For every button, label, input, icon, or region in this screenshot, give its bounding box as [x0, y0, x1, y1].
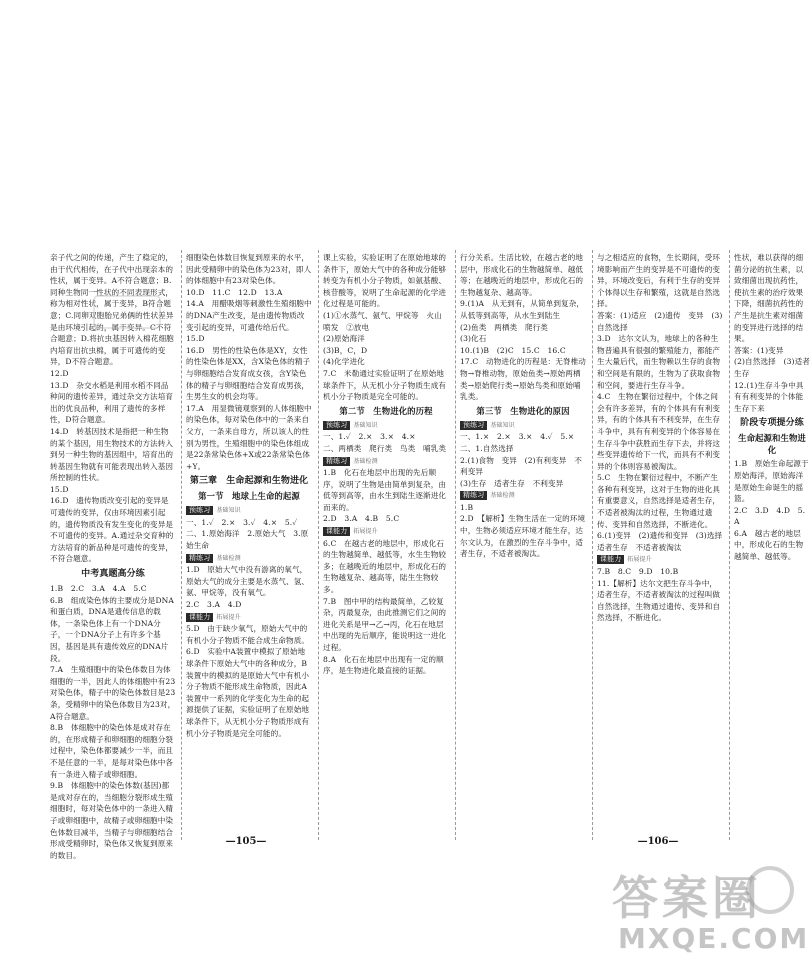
- text-column-5: [597, 252, 730, 830]
- answer-paragraph: 8.A 化石在地层中出现有一定的顺序，是生物进化最直接的证据。: [323, 654, 444, 676]
- answer-paragraph: 行分关系。生活比较，在越古老的地层中，形成化石的生物越简单、越低等；在越晚近的地层中，形成化石的生物越复杂、越高等。: [460, 253, 584, 297]
- tag-note: 基础知识: [216, 507, 241, 515]
- column-divider: [455, 250, 456, 840]
- answer-line: 2.(1)食物 变异 (2)有利变异 不利变异: [460, 455, 582, 477]
- section-tag: 课能力: [323, 527, 350, 536]
- answer-line: 10.(1)B (2)C 15.C 16.C: [460, 345, 566, 355]
- faded-stamp-mark: [92, 292, 162, 332]
- section-tag: 预练习: [460, 421, 487, 430]
- section-tag: 精练习: [186, 554, 213, 563]
- answer-paragraph: 16.D 遗传物质改变引起的变异是可遗传的变异，仅由环境因素引起的，遗传物质没有发生变化的变异是不可遗传的变异。A.通过杂交育种的方法培育的新品种是可遗传的变异，不符合题意。: [50, 496, 174, 564]
- answer-paragraph: 5.D 由于缺少氧气，原始大气中的有机小分子物质不能合成生命物质。: [186, 624, 310, 645]
- answer-paragraph: 6.B 组成染色体的主要成分是DNA和蛋白质，DNA是遗传信息的载体，一条染色体上有一个DNA分子，一个DNA分子上有许多个基因，基因是具有遗传效应的DNA片段。: [50, 595, 174, 663]
- tag-note: 基础检测: [353, 457, 378, 465]
- answer-paragraph: 7.C 米勒通过实验证明了在原始地球条件下，从无机小分子物质生成有机小分子物质是完全可能的。: [323, 368, 447, 402]
- answer-line: 1.B 2.C 3.A 4.A 5.C: [50, 584, 147, 594]
- answer-paragraph: 16.D 男性的性染色体是XY，女性的性染色体是XX，含X染色体的精子与卵细胞结合发育成女孩，含Y染色体的精子与卵细胞结合发育成男孩，生男生女的机会均等。: [186, 345, 311, 402]
- text-column-2: [186, 252, 312, 830]
- answer-line: 7.B 8.C 9.D 10.B: [597, 567, 679, 577]
- section-tag: 课能力: [186, 613, 213, 622]
- answer-paragraph: 14.A 用醋吸烟等刺激性生殖细胞中的DNA产生改变，是由遗传物质改变引起的变异，可遗传给后代。: [186, 299, 312, 332]
- answer-paragraph: 15.D: [50, 484, 69, 494]
- answer-paragraph: 4.C 生物在繁衍过程中，个体之间会有许多差异，有的个体具有有利变异，有的个体具有不利变异，在生存斗争中，具有有利变异的个体容易在生存斗争中获胜而生存下去，并将这些变异遗传给下一代，而具有不利变异的个体则容易被淘汰。: [597, 392, 721, 471]
- answer-paragraph: 与之相适应的食物，生长期间，受环境影响而产生的变异是不可遗传的变异，环境改变后，有利于生存的变异个体得以生存和繁殖，这就是自然选择。: [597, 253, 721, 309]
- answer-paragraph: 1.B 化石在地层中出现的先后顺序，说明了生物是由简单到复杂，由低等到高等，由水生到陆生逐渐进化而来的。: [323, 468, 447, 512]
- answer-paragraph: 13.D 杂交水稻是利用水稻不同品种间的遗传差异，通过杂交方法培育出的优良品种，利用了遗传的多样性，D符合题意。: [50, 380, 174, 425]
- section-tag: 预练习: [323, 421, 350, 430]
- answer-paragraph: 6.A 越古老的地层中，形成化石的生物越简单、越低等。: [734, 528, 804, 562]
- answer-paragraph: 1.B 原始生命起源于原始海洋，原始海洋是原始生命诞生的摇篮。: [734, 459, 809, 504]
- answer-paragraph: 5.C 生物在繁衍过程中，不断产生各种有利变异，这对于生物的进化具有重要意义，自然选择是适者生存，不适者被淘汰的过程，生物通过遗传、变异和自然选择，不断进化。: [597, 473, 721, 529]
- section-tag: 预练习: [186, 506, 213, 515]
- answer-line: 6.(1)变异 (2)遗传和变异 (3)选择 适者生存 不适者被淘汰: [597, 531, 730, 552]
- section-title: 第三节 生物进化的原因: [476, 405, 570, 416]
- section-subtitle: 生命起源和生物进化: [738, 433, 806, 456]
- answer-line: 一、1.× 2.× 3.× 4.✓ 5.×: [460, 432, 575, 442]
- answer-line: 2.C 3.A 4.D: [186, 600, 242, 610]
- answer-paragraph: 17.A 用显微镜观察到的人体细胞中的染色体，每对染色体中的一条来自父方，一条来自母方，所以该人的性别为男性，生殖细胞中的染色体组成是22条常染色体+X或22条常染色体+Y。: [186, 403, 312, 471]
- site-watermark: [602, 856, 808, 958]
- tag-note: 拓展提升: [627, 556, 652, 564]
- text-column-1: [50, 252, 176, 860]
- answer-line: (2)鱼类 两栖类 爬行类: [460, 322, 548, 332]
- tag-note: 基础知识: [353, 421, 378, 429]
- text-column-3: [323, 252, 449, 830]
- answer-line: (1)①水蒸气、氨气、甲烷等 火山喷发 ②放电: [323, 310, 442, 332]
- answer-line: 2.D 3.A 4.B 5.C: [323, 514, 400, 524]
- column-divider: [592, 250, 593, 840]
- text-column-4: [460, 252, 586, 830]
- answer-paragraph: 12.D: [50, 368, 69, 378]
- answer-line: (2)原始海洋: [323, 334, 365, 344]
- answer-line: (3)生存 适者生存 不利变异: [460, 478, 564, 488]
- answer-paragraph: 9.B 体细胞中的染色体数(基因)都是成对存在的，当细胞分裂形成生殖细胞时，每对染色体中的一条进入精子或卵细胞中，故精子或卵细胞中染色体数目减半，当精子与卵细胞结合形成受精卵时，染色体又恢复到原来的数目。: [50, 781, 174, 860]
- section-tag: 课能力: [597, 555, 624, 564]
- watermark-main-text: 答案圈: [612, 871, 762, 925]
- answer-line: 一、1.✓ 2.× 3.× 4.×: [323, 432, 416, 442]
- answer-line: 10.D 11.C 12.D 13.A: [186, 287, 283, 297]
- chapter-title: 第三章 生命起源和生物进化: [189, 476, 309, 487]
- answer-paragraph: 9.(1)A 从无到有，从简单到复杂，从低等到高等，从水生到陆生: [460, 299, 585, 320]
- answer-line: 2.C 3.D 4.D 5.A: [734, 505, 806, 527]
- answer-paragraph: 7.B 图中甲的结构最简单，乙较复杂，丙最复杂，由此推测它们之间的进化关系是甲→乙→丙，化石在地层中出现的先后顺序，能说明这一进化过程。: [323, 596, 447, 652]
- answer-paragraph: 性状，难以获得的细菌分泌的抗生素，以致细菌出现抗药性，使抗生素的治疗效果下降，细菌抗药性的产生是抗生素对细菌的变异进行选择的结果。: [734, 253, 804, 344]
- column-divider: [318, 250, 319, 840]
- section-title: 中考真题高分练: [81, 569, 145, 580]
- answer-line: (3)化石: [460, 334, 487, 344]
- answer-line: (2)自然选择 (3)适者生存: [734, 357, 810, 378]
- answer-line: 一、1.✓ 2.× 3.✓ 4.× 5.✓: [186, 517, 298, 527]
- watermark-sub-text: MXQE.COM: [618, 922, 810, 955]
- answer-paragraph: 8.B 体细胞中的染色体是成对存在的，在形成精子和卵细胞的细胞分裂过程中，染色体都要减少一半，而且不是任意的一半，是每对染色体中各有一条进入精子或卵细胞。: [50, 723, 174, 779]
- answer-paragraph: 12.(1)生存斗争中具有有利变异的个体能生存下来: [734, 380, 804, 413]
- tag-note: 基础知识: [490, 421, 515, 429]
- tag-note: 基础检测: [216, 554, 241, 562]
- page-number-left: —105—: [225, 836, 267, 847]
- answer-line: 答案：(1)变异: [734, 345, 784, 355]
- answer-paragraph: 17.C 动物进化的历程是：无脊椎动物→脊椎动物，原始鱼类→原始两栖类→原始爬行类→原始鸟类和原始哺乳类。: [460, 357, 586, 402]
- answer-paragraph: 1.D 原始大气中没有游离的氧气，原始大气的成分主要是水蒸气、氢、氨、甲烷等，没有氧气。: [186, 565, 310, 598]
- section-title: 阶段专项提分练: [740, 418, 804, 429]
- answer-paragraph: 6.D 实验中A装置中模拟了原始地球条件下原始大气中的各种成分，B装置中的模拟的是原始大气中有机小分子物质不能形成生命物质，因此A装置中一系列的化学变化为生命的起源提供了证据，实验证明了在原始地球条件下，从无机小分子物质形成有机小分子物质是完全可能的。: [186, 647, 310, 738]
- answer-line: 二、两栖类 爬行类 鸟类 哺乳类: [323, 443, 447, 453]
- section-title: 第二节 生物进化的历程: [339, 405, 433, 416]
- answer-paragraph: 6.C 在越古老的地层中，形成化石的生物越简单、越低等，水生生物较多；在越晚近的地层中，形成化石的生物越复杂、越高等，陆生生物较多。: [323, 538, 447, 595]
- answer-line: 15.D: [186, 334, 205, 344]
- answer-paragraph: 2.D 【解析】生物生活在一定的环境中，生物必须适应环境才能生存，达尔文认为，在激烈的生存斗争中，适者生存，不适者被淘汰。: [460, 514, 586, 559]
- column-divider: [729, 250, 730, 840]
- answer-paragraph: 细胞染色体数目恢复到原来的水平，因此受精卵中的染色体为23对，即人的体细胞中有23对染色体。: [186, 253, 312, 286]
- page-number-right: —106—: [637, 836, 679, 847]
- text-column-6: [734, 252, 810, 830]
- answer-paragraph: 11.【解析】达尔文把生存斗争中，适者生存，不适者被淘汰的过程叫做自然选择，生物通过遗传、变异和自然选择，不断进化。: [597, 578, 721, 623]
- answer-line: 二、1.自然选择: [460, 443, 514, 453]
- answer-line: 二、1.原始海洋 2.原始大气 3.原始生命: [186, 529, 309, 551]
- tag-note: 基础检测: [490, 492, 515, 500]
- answer-paragraph: 3.D 达尔文认为，地球上的各种生物普遍具有很强的繁殖能力，都能产生大量后代，而生物赖以生存的食物和空间是有限的，生物为了获取食物和空间，要进行生存斗争。: [597, 334, 721, 390]
- tag-note: 拓展提升: [216, 613, 241, 621]
- answer-line: 1.B: [460, 502, 474, 512]
- tag-note: 拓展提升: [353, 528, 378, 536]
- answer-paragraph: 7.A 生殖细胞中的染色体数目为体细胞的一半，因此人的体细胞中有23对染色体，精子中的染色体数目是23条，受精卵中的染色体数目为23对，A符合题意。: [50, 665, 176, 721]
- answer-line: (4)化学进化: [323, 357, 365, 367]
- answer-line: 答案：(1)适应 (2)遗传 变异 (3)自然选择: [597, 310, 723, 332]
- answer-paragraph: 14.D 转基因技术是指把一种生物的某个基因，用生物技术的方法转入到另一种生物的基因组中，培育出的转基因生物就有可能表现出转入基因所控制的性状。: [50, 426, 174, 483]
- section-tag: 精练习: [323, 457, 350, 466]
- answer-paragraph: 亲子代之间的传递，产生了稳定的，由于代代相传，在子代中出现亲本的性状，属于变异。A不符合题意；B.同种生物同一性状的不同表现形式，称为相对性状，属于变异，B符合题意；C.同卵双胞胎兄弟俩的性状差异是由环境引起的，属于变异。C不符合题意；D.将抗虫基因转入棉花细胞内培育出抗虫棉，属于可遗传的变异，D不符合题意。: [50, 253, 174, 367]
- answer-paragraph: 课上实验，实验证明了在原始地球的条件下，原始大气中的各种成分能够转变为有机小分子物质，如氨基酸、核苷酸等，说明了生命起源的化学进化过程是可能的。: [323, 253, 447, 309]
- section-title: 第一节 地球上生命的起源: [198, 491, 300, 502]
- answer-line: (3)B，C，D: [323, 345, 368, 355]
- section-tag: 精练习: [460, 491, 487, 500]
- column-divider: [181, 250, 182, 840]
